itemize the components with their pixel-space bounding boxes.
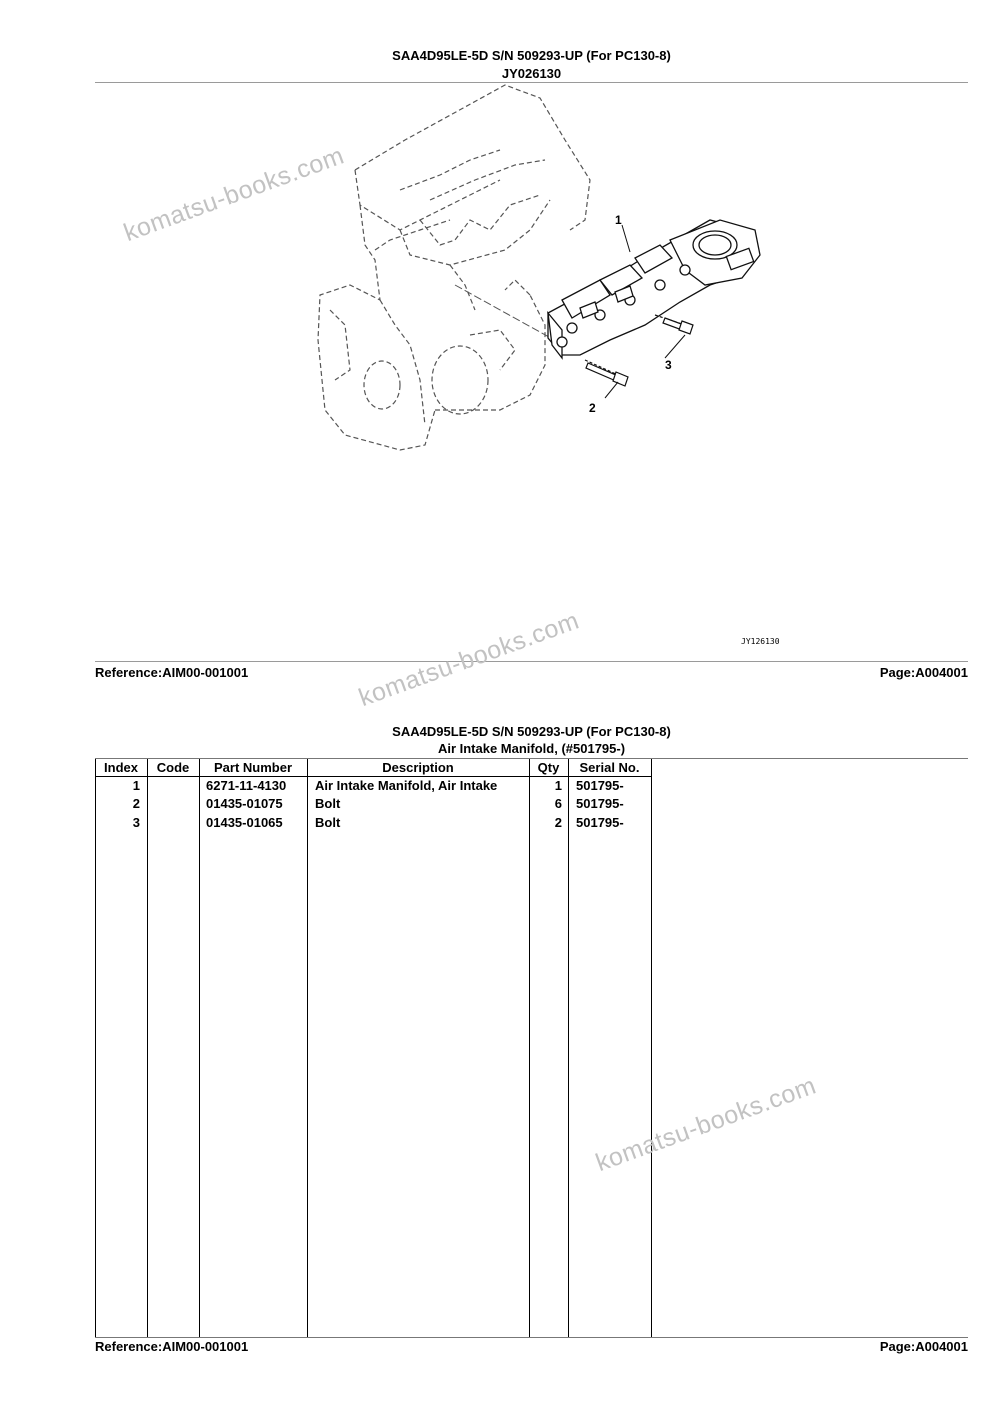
cell-serial: 501795- bbox=[576, 778, 624, 793]
col-header-part-number: Part Number bbox=[213, 760, 293, 775]
bolt-2-drawing bbox=[585, 360, 628, 386]
cell-part-number: 01435-01065 bbox=[206, 815, 283, 830]
callout-1: 1 bbox=[615, 213, 622, 227]
cell-index: 2 bbox=[132, 796, 140, 811]
cell-qty: 2 bbox=[554, 815, 562, 830]
illustration-code: JY026130 bbox=[501, 66, 562, 81]
col-header-description: Description bbox=[382, 760, 454, 775]
table-top-rule bbox=[95, 758, 968, 759]
parts-reference: Reference:AIM00-001001 bbox=[95, 1339, 249, 1354]
watermark: komatsu-books.com bbox=[120, 141, 348, 248]
parts-list-subtitle: Air Intake Manifold, (#501795-) bbox=[437, 741, 626, 756]
cell-description: Air Intake Manifold, Air Intake bbox=[315, 778, 498, 793]
watermark: komatsu-books.com bbox=[355, 606, 583, 713]
cell-part-number: 6271-11-4130 bbox=[206, 778, 287, 793]
col-line bbox=[651, 759, 652, 1337]
parts-list-title: SAA4D95LE-5D S/N 509293-UP (For PC130-8) bbox=[392, 724, 671, 739]
bolt-3-drawing bbox=[655, 315, 693, 334]
parts-page-number: Page:A004001 bbox=[879, 1339, 968, 1354]
cell-serial: 501795- bbox=[576, 796, 624, 811]
cell-description: Bolt bbox=[315, 796, 341, 811]
col-line bbox=[529, 759, 530, 1337]
col-line bbox=[307, 759, 308, 1337]
illustration-page-number: Page:A004001 bbox=[879, 665, 968, 680]
cell-part-number: 01435-01075 bbox=[206, 796, 283, 811]
col-header-serial: Serial No. bbox=[579, 760, 640, 775]
col-line bbox=[199, 759, 200, 1337]
cell-qty: 6 bbox=[554, 796, 562, 811]
cell-index: 3 bbox=[132, 815, 140, 830]
cell-index: 1 bbox=[132, 778, 140, 793]
footer-rule bbox=[95, 661, 968, 662]
exploded-parts-diagram bbox=[300, 80, 820, 480]
illustration-reference: Reference:AIM00-001001 bbox=[95, 665, 249, 680]
air-intake-manifold-drawing bbox=[548, 220, 760, 358]
engine-block-outline bbox=[318, 85, 590, 450]
col-header-code: Code bbox=[156, 760, 190, 775]
illustration-title: SAA4D95LE-5D S/N 509293-UP (For PC130-8) bbox=[392, 48, 671, 63]
col-header-index: Index bbox=[104, 760, 138, 775]
assembly-center-line bbox=[455, 285, 558, 342]
col-header-qty: Qty bbox=[537, 760, 560, 775]
cell-description: Bolt bbox=[315, 815, 341, 830]
col-line bbox=[95, 759, 96, 1337]
callout-2: 2 bbox=[589, 401, 596, 415]
cell-qty: 1 bbox=[554, 778, 562, 793]
col-line bbox=[568, 759, 569, 1337]
col-line bbox=[147, 759, 148, 1337]
callout-3: 3 bbox=[665, 358, 672, 372]
figure-code: JY126130 bbox=[741, 637, 780, 646]
cell-serial: 501795- bbox=[576, 815, 624, 830]
watermark: komatsu-books.com bbox=[592, 1071, 820, 1178]
table-bottom-rule bbox=[95, 1337, 968, 1338]
